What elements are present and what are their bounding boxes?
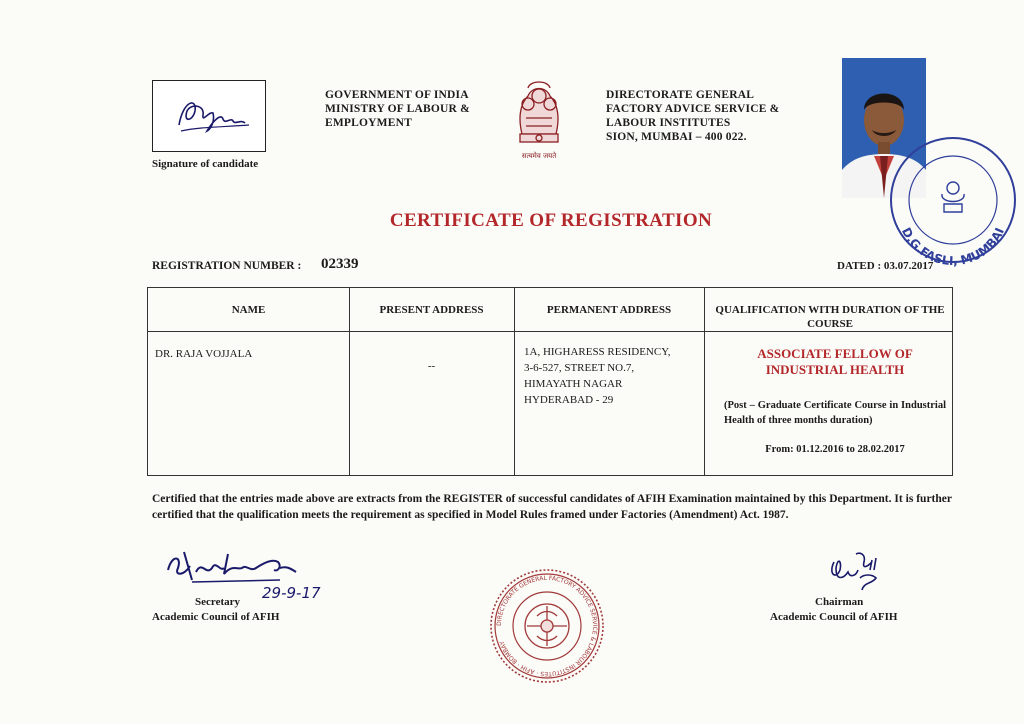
column-header-permanent-address: PERMANENT ADDRESS: [546, 304, 672, 316]
cell-permanent-address: [524, 344, 670, 408]
signature-caption: Signature of candidate: [152, 158, 259, 170]
registration-number-label: REGISTRATION NUMBER :: [152, 260, 302, 272]
candidate-signature-box: [152, 80, 266, 152]
national-emblem-icon: [508, 74, 570, 164]
registration-table: [147, 287, 953, 476]
government-heading: [325, 88, 470, 130]
candidate-signature-icon: [153, 81, 265, 151]
directorate-line-3: LABOUR INSTITUTES: [606, 117, 731, 129]
permanent-address-line: 3-6-527, STREET NO.7,: [524, 362, 635, 374]
government-line-2: MINISTRY OF LABOUR &: [325, 103, 470, 115]
chairman-title: Chairman: [815, 596, 864, 608]
cell-present-address: --: [427, 360, 436, 372]
directorate-line-2: FACTORY ADVICE SERVICE &: [606, 103, 780, 115]
permanent-address-line: 1A, HIGHARESS RESIDENCY,: [524, 346, 671, 358]
table-header-divider: [148, 331, 952, 332]
secretary-handwritten-date: 29-9-17: [262, 584, 321, 602]
registration-number-value: 02339: [321, 256, 359, 272]
qualification-dates: From: 01.12.2016 to 28.02.2017: [765, 444, 905, 455]
national-emblem: [508, 74, 570, 164]
cell-name: DR. RAJA VOJJALA: [155, 348, 253, 360]
secretary-signature: [162, 546, 322, 606]
secretary-signature-icon: [162, 546, 362, 606]
qualification-description: (Post – Graduate Certificate Course in Industrial Health of three months duration): [724, 400, 946, 426]
government-line-1: GOVERNMENT OF INDIA: [325, 89, 469, 101]
permanent-address-line: HIMAYATH NAGAR: [524, 378, 623, 390]
permanent-address-line: HYDERABAD - 29: [524, 394, 614, 406]
chairman-council: Academic Council of AFIH: [770, 611, 898, 623]
directorate-heading: [606, 88, 779, 144]
official-stamp: [878, 130, 1024, 280]
certificate-title: CERTIFICATE OF REGISTRATION: [389, 210, 713, 231]
column-header-name: NAME: [231, 304, 266, 316]
seal-text: DIRECTORATE GENERAL FACTORY ADVICE SERVICE & LABOUR INSTITUTES · AFIH · BOMBAY: [495, 574, 599, 678]
emblem-motto: सत्यमेव जयते: [521, 152, 557, 160]
certificate-date: DATED : 03.07.2017: [837, 260, 934, 272]
government-line-3: EMPLOYMENT: [325, 117, 412, 129]
table-divider: [704, 288, 705, 475]
cell-qualification: [724, 346, 946, 458]
directorate-line-1: DIRECTORATE GENERAL: [606, 89, 755, 101]
afih-seal-icon: [487, 566, 607, 686]
stamp-text: D.G.FASLI, MUMBAI: [898, 225, 1007, 269]
qualification-title: ASSOCIATE FELLOW OF INDUSTRIAL HEALTH: [757, 346, 913, 377]
certification-statement: Certified that the entries made above are extracts from the REGISTER of successful candidates of AFIH Examination maintained by this Department. It is further certified that the qualification meets the requirement as specified in Model Rules framed under Factories (Amendment) Act. 1987.: [152, 493, 952, 521]
directorate-line-4: SION, MUMBAI – 400 022.: [606, 131, 747, 143]
secretary-council: Academic Council of AFIH: [152, 611, 280, 623]
column-header-present-address: PRESENT ADDRESS: [379, 304, 484, 316]
afih-seal: [487, 566, 607, 686]
secretary-title: Secretary: [195, 596, 240, 608]
official-stamp-icon: [878, 130, 1024, 280]
column-header-qualification: QUALIFICATION WITH DURATION OF THE COURSE: [715, 304, 945, 330]
